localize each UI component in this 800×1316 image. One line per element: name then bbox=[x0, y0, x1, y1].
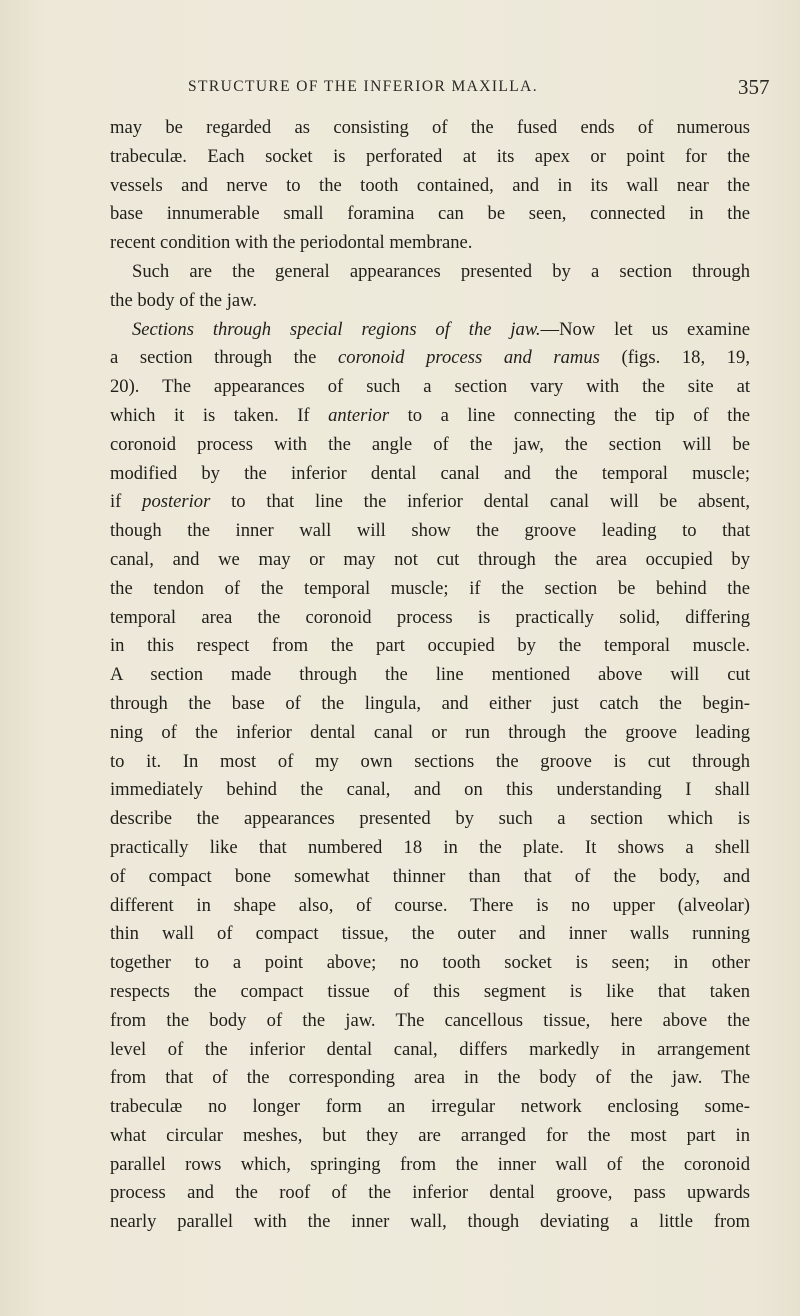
text-line: canal, and we may or may not cut through the area occupied by bbox=[110, 548, 750, 570]
text-line: to it. In most of my own sections the groove is cut through bbox=[110, 750, 750, 772]
text-line: from that of the corresponding area in the body of the jaw. The bbox=[110, 1067, 750, 1089]
text-line: though the inner wall will show the groove leading to that bbox=[110, 520, 750, 542]
text-line: A section made through the line mentioned above will cut bbox=[110, 664, 750, 686]
text-line-paragraph-end: the body of the jaw. bbox=[110, 289, 257, 311]
text-line-paragraph-start: Such are the general appearances presented by a section through bbox=[132, 260, 750, 282]
text-line: may be regarded as consisting of the fused ends of numerous bbox=[110, 117, 750, 138]
text-line: what circular meshes, but they are arranged for the most part in bbox=[110, 1124, 750, 1146]
text-line: parallel rows which, springing from the inner wall of the coronoid bbox=[110, 1153, 750, 1175]
text-line: different in shape also, of course. There is no upper (alveolar) bbox=[110, 894, 750, 916]
text-line: in this respect from the part occupied by the temporal muscle. bbox=[110, 635, 750, 657]
running-title: STRUCTURE OF THE INFERIOR MAXILLA. bbox=[188, 78, 539, 95]
text-line: 20). The appearances of such a section vary with the site at bbox=[110, 376, 750, 398]
text-line-paragraph-end: recent condition with the periodontal membrane. bbox=[110, 232, 473, 254]
text-line: temporal area the coronoid process is practically solid, differing bbox=[110, 606, 750, 628]
text-line: the tendon of the temporal muscle; if the section be behind the bbox=[110, 577, 750, 599]
text-line: immediately behind the canal, and on this understanding I shall bbox=[110, 779, 750, 801]
text-line: ning of the inferior dental canal or run through the groove leading bbox=[110, 721, 750, 743]
text-line: through the base of the lingula, and either just catch the begin- bbox=[110, 692, 750, 714]
text-line: a section through the coronoid process and ramus (figs. 18, 19, bbox=[110, 347, 750, 369]
text-line: trabeculæ. Each socket is perforated at its apex or point for the bbox=[110, 145, 750, 167]
italic-term: anterior bbox=[328, 404, 390, 426]
text-line: from the body of the jaw. The cancellous tissue, here above the bbox=[110, 1009, 750, 1031]
text-line: describe the appearances presented by such a section which is bbox=[110, 808, 750, 830]
section-heading: Sections through special regions of the jaw. bbox=[132, 318, 541, 340]
text-line: modified by the inferior dental canal and the temporal muscle; bbox=[110, 462, 750, 484]
running-head bbox=[0, 75, 800, 108]
text-line: nearly parallel with the inner wall, though deviating a little from bbox=[110, 1211, 750, 1233]
text-line: practically like that numbered 18 in the plate. It shows a shell bbox=[110, 836, 750, 858]
italic-term: coronoid process and ramus bbox=[338, 347, 600, 369]
text-line: which it is taken. If anterior to a line connecting the tip of the bbox=[110, 404, 750, 426]
text-line: coronoid process with the angle of the jaw, the section will be bbox=[110, 433, 750, 455]
text-line: thin wall of compact tissue, the outer and inner walls running bbox=[110, 923, 750, 945]
text-line: level of the inferior dental canal, differs markedly in arrangement bbox=[110, 1038, 750, 1060]
page-number: 357 bbox=[738, 75, 770, 99]
text-line: respects the compact tissue of this segment is like that taken bbox=[110, 980, 750, 1002]
body-text bbox=[110, 114, 750, 1237]
section-heading-line: Sections through special regions of the jaw.—Now let us examine bbox=[132, 318, 750, 340]
text-line: if posterior to that line the inferior dental canal will be absent, bbox=[110, 491, 750, 513]
text-line: vessels and nerve to the tooth contained, and in its wall near the bbox=[110, 174, 750, 196]
text-line: of compact bone somewhat thinner than that of the body, and bbox=[110, 865, 750, 887]
text-line: trabeculæ no longer form an irregular network enclosing some- bbox=[110, 1096, 750, 1118]
text-line: base innumerable small foramina can be seen, connected in the bbox=[110, 203, 750, 225]
italic-term: posterior bbox=[142, 491, 211, 513]
text-line: process and the roof of the inferior dental groove, pass upwards bbox=[110, 1182, 750, 1204]
text-line: together to a point above; no tooth socket is seen; in other bbox=[110, 952, 750, 974]
